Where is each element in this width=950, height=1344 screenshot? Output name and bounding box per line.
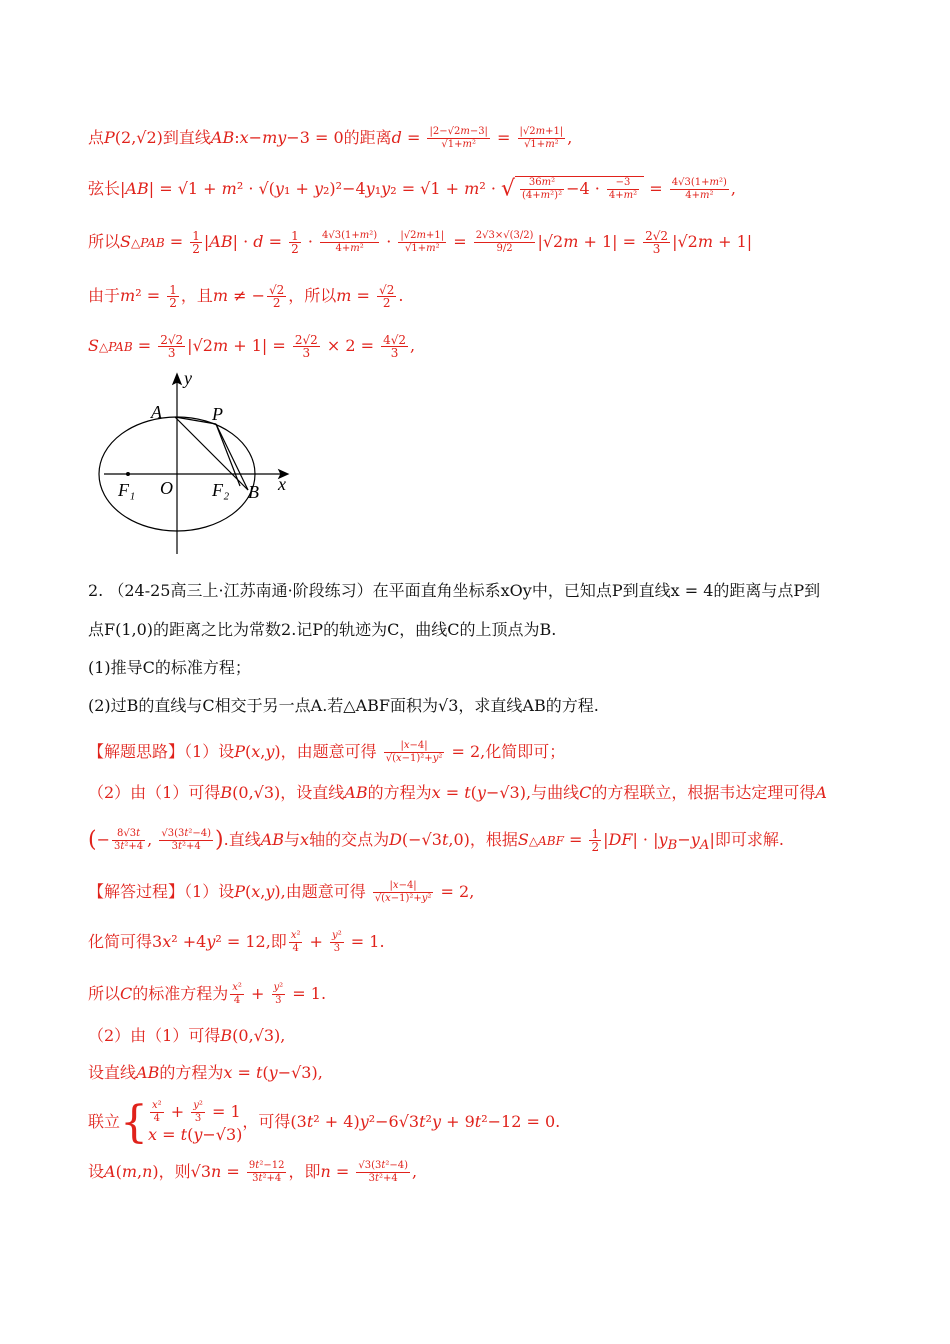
analysis-p1 xyxy=(88,740,565,765)
problem2-line2: 点F(1,0)的距离之比为常数2.记P的轨迹为C，曲线C的上顶点为B. xyxy=(88,620,557,639)
process-s2 xyxy=(88,930,385,955)
process-s5 xyxy=(88,1063,323,1083)
problem2-q1: (1)推导C的标准方程； xyxy=(88,658,251,677)
chord-text: 弦长|AB| = √1 + m² · √(y₁ + y₂)²−4y₁y₂ = √1 + m² · √ $\frac{\text{36m²}}{\text{(4+m²)²}}$ −4 · $\frac{-3}{\text{4+m²}}$ = $\frac{\text{4√3(1+m²)}}{\text{4+m²}}$ , xyxy=(88,176,736,201)
label-F2: F₂ xyxy=(212,480,230,500)
area-text: 所以S△PAB = $\frac{1}{2}$ |AB| · d = $\frac{1}{2}$ · $\frac{\text{4√3(1+m²)}}{\text{4+m²}}$ · $\frac{|√2m+1|}{\text{√1+m²}}$ = $\frac{2√3\times√(3/2)}{9/2}$ |√2m + 1| = $\frac{2√2}{3}$ |√2m + 1| xyxy=(88,229,753,256)
area-result-text: S△PAB = $\frac{2√2}{3}$ |√2m + 1| = $\frac{2√2}{3}$ × 2 = $\frac{4√2}{3}$ , xyxy=(88,333,416,360)
y-axis-arrow xyxy=(173,374,181,384)
m-value-line xyxy=(88,284,403,309)
process-tag: 【解答过程】 xyxy=(88,882,185,901)
label-x: x xyxy=(278,474,286,494)
line-PF2 xyxy=(216,424,240,486)
area-line xyxy=(88,230,752,255)
problem2-q2: (2)过B的直线与C相交于另一点A.若△ABF面积为√3，求直线AB的方程. xyxy=(88,696,599,715)
distance-text: 点P(2,√2)到直线AB:x−my−3 = 0的距离d = $\frac{|2-√2m-3|}{\text{√1+m²}}$ = $\frac{|√2m+1|}{\text{√1+m²}}$ , xyxy=(88,126,573,150)
analysis-p2b xyxy=(88,828,784,856)
process-s4-text: （2）由（1）可得B(0,√3), xyxy=(88,1026,286,1045)
process-s5-text: 设直线AB的方程为x = t(y−√3), xyxy=(88,1063,323,1082)
analysis-p2a xyxy=(88,783,827,803)
process-s3 xyxy=(88,982,326,1007)
ellipse-figure xyxy=(98,368,298,558)
process-s4 xyxy=(88,1026,285,1046)
label-y: y xyxy=(184,368,192,388)
focus-f1-dot xyxy=(126,472,130,476)
label-P: P xyxy=(212,404,223,424)
process-s1-text: （1）设P(x,y),由题意可得 $\frac{|x-4|}{\text{√(x−1)²+y²}}$ = 2, xyxy=(184,880,475,904)
area-result-line xyxy=(88,334,415,359)
analysis-tag: 【解题思路】 xyxy=(88,742,185,761)
distance-line xyxy=(88,126,572,151)
analysis-p2b-text: (− $\frac{8√3t}{\text{3t²+4}}$ , $\frac{\text{√3(3t²−4)}}{\text{3t²+4}}$ ).直线AB与x轴的交点为D(−√3t,0)，根据S△ABF = $\frac{1}{2}$ $|DF| \cdot |y_B-y_A|$即可求解. xyxy=(88,827,784,854)
label-O: O xyxy=(160,478,173,498)
process-s3-text: 所以C的标准方程为 $\frac{\text{x²}}{4}$ + $\frac{\text{y²}}{3}$ = 1. xyxy=(88,982,327,1006)
label-A: A xyxy=(151,402,162,422)
process-s7-text: 设A(m,n)，则√3n = $\frac{\text{9t²−12}}{\text{3t²+4}}$ ，即n = $\frac{\text{√3(3t²−4)}}{\text{3t²+4}}$ , xyxy=(88,1160,418,1184)
label-F1: F₁ xyxy=(118,480,136,500)
process-s6-text: 联立{ $\frac{\text{x²}}{4}$ + $\frac{\text{y²}}{3}$ = 1 x = t(y−√3)，可得(3t² + 4)y²−6√3t²y + 9t²−12 = 0. xyxy=(88,1096,561,1148)
analysis-p1-text: （1）设P(x,y)，由题意可得 $\frac{|x-4|}{\text{√(x−1)²+y²}}$ = 2,化简即可； xyxy=(184,740,566,764)
process-s2-text: 化简可得3x² +4y² = 12,即 $\frac{\text{x²}}{4}$ + $\frac{\text{y²}}{3}$ = 1. xyxy=(88,930,385,954)
process-s1 xyxy=(88,880,474,905)
problem2-line1: 2. （24-25高三上·江苏南通·阶段练习）在平面直角坐标系xOy中，已知点P到直线x = 4的距离与点P到 xyxy=(88,581,821,600)
chord-line xyxy=(88,176,736,202)
process-s7 xyxy=(88,1160,417,1185)
process-s6 xyxy=(88,1096,561,1148)
m-value-text: 由于m² = $\frac{1}{2}$ ，且m ≠ − $\frac{√2}{2}$ ，所以m = $\frac{√2}{2}$ . xyxy=(88,283,404,310)
analysis-p2a-text: （2）由（1）可得B(0,√3)，设直线AB的方程为x = t(y−√3),与曲线C的方程联立，根据韦达定理可得A xyxy=(88,783,827,802)
label-B: B xyxy=(248,482,259,502)
